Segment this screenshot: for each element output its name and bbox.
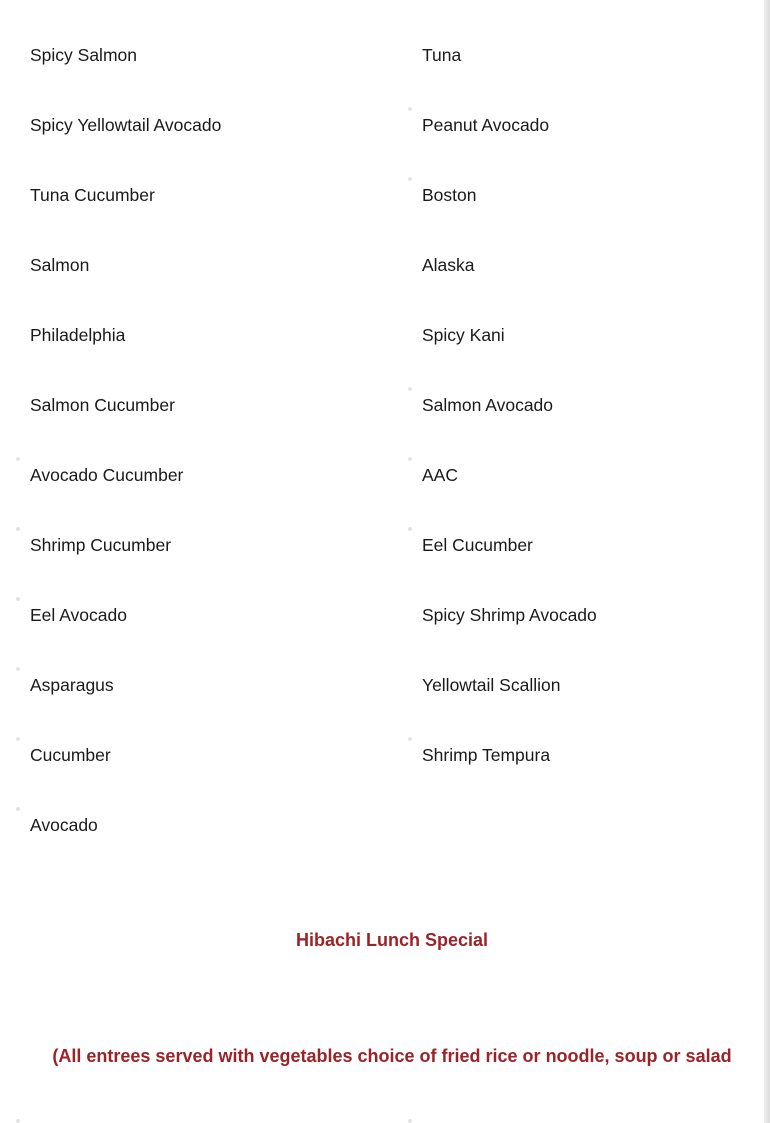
bullet-dot [408, 177, 412, 181]
bullet-dot [408, 1119, 412, 1123]
bullet-dot [16, 1119, 20, 1123]
menu-item-label: Avocado Cucumber [30, 464, 184, 485]
bullet-dot [16, 527, 20, 531]
menu-item[interactable] [392, 440, 764, 510]
bullet-dot [408, 107, 412, 111]
menu-item[interactable] [0, 230, 392, 300]
menu-item[interactable] [392, 90, 764, 160]
bullet-dot [16, 457, 20, 461]
menu-item-label: Spicy Shrimp Avocado [422, 604, 597, 625]
menu-item-label: AAC [422, 464, 458, 485]
roll-menu-list [0, 20, 764, 860]
menu-item-label: Avocado [30, 814, 98, 835]
menu-item[interactable] [392, 230, 764, 300]
menu-item-label: Alaska [422, 254, 475, 275]
menu-item[interactable] [0, 300, 392, 370]
menu-item-label: Cucumber [30, 744, 111, 765]
menu-item-label: Eel Cucumber [422, 534, 533, 555]
menu-item[interactable] [0, 720, 392, 790]
menu-item[interactable] [392, 650, 764, 720]
menu-item[interactable] [0, 440, 392, 510]
menu-item[interactable] [392, 20, 764, 90]
menu-item-label: Eel Avocado [30, 604, 127, 625]
menu-item[interactable] [0, 370, 392, 440]
menu-item[interactable] [0, 160, 392, 230]
menu-item[interactable] [0, 650, 392, 720]
menu-item[interactable] [392, 580, 764, 650]
menu-item-label: Salmon [30, 254, 90, 275]
bullet-dot [16, 807, 20, 811]
menu-item[interactable] [392, 160, 764, 230]
page-edge-shadow [764, 0, 770, 1123]
menu-item[interactable] [392, 370, 764, 440]
menu-item-label: Spicy Kani [422, 324, 505, 345]
menu-item[interactable] [0, 90, 392, 160]
bullet-dot [16, 737, 20, 741]
bullet-dot [16, 597, 20, 601]
bullet-dot [408, 737, 412, 741]
menu-item-label: Asparagus [30, 674, 114, 695]
bullet-dot [408, 387, 412, 391]
menu-item[interactable] [392, 300, 764, 370]
menu-item-label: Tuna Cucumber [30, 184, 155, 205]
section-note: (All entrees served with vegetables choice of fried rice or noodle, soup or salad [52, 1046, 732, 1066]
menu-item[interactable] [392, 510, 764, 580]
menu-item[interactable] [0, 510, 392, 580]
bullet-dot [16, 667, 20, 671]
menu-item-label: Philadelphia [30, 324, 126, 345]
menu-item[interactable] [0, 580, 392, 650]
section-title: Hibachi Lunch Special [295, 930, 489, 950]
menu-item-label: Shrimp Cucumber [30, 534, 172, 555]
menu-item-label: Spicy Yellowtail Avocado [30, 114, 222, 135]
menu-item-label: Spicy Salmon [30, 44, 137, 65]
menu-item-label: Yellowtail Scallion [422, 674, 561, 695]
menu-item-label: Boston [422, 184, 477, 205]
menu-item-label: Shrimp Tempura [422, 744, 551, 765]
menu-item[interactable] [0, 790, 392, 860]
menu-item[interactable] [392, 720, 764, 790]
bullet-dot [408, 457, 412, 461]
menu-item-label: Salmon Avocado [422, 394, 554, 415]
menu-item-label: Salmon Cucumber [30, 394, 175, 415]
menu-item[interactable] [0, 20, 392, 90]
menu-item-label: Tuna [422, 44, 462, 65]
menu-item-label: Peanut Avocado [422, 114, 550, 135]
bullet-dot [408, 527, 412, 531]
